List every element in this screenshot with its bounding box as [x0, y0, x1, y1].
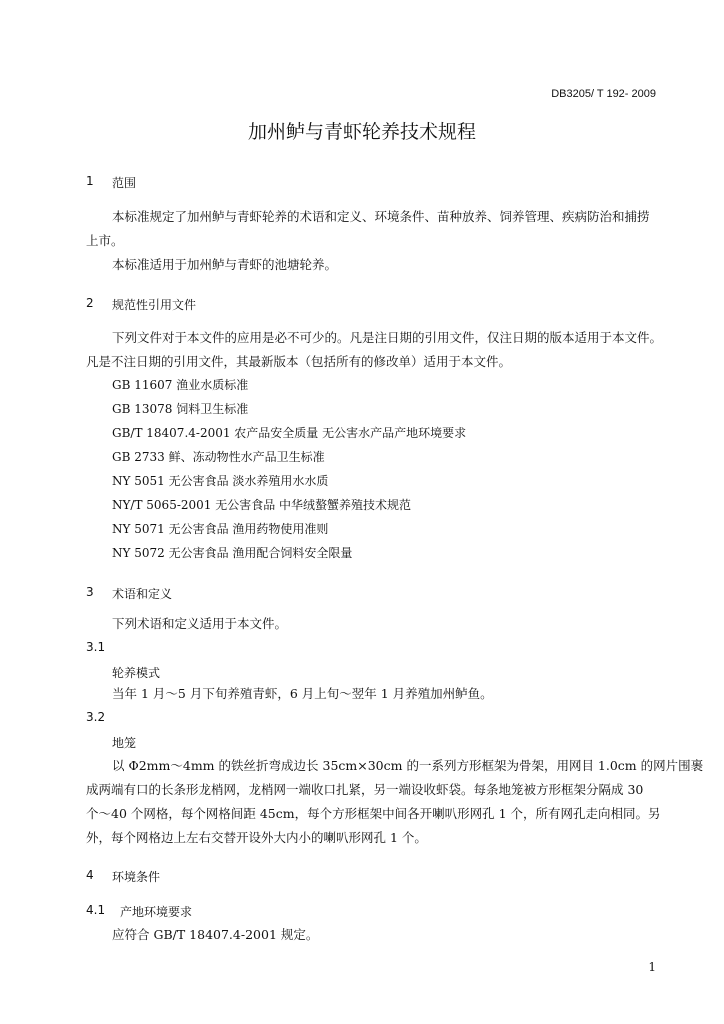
page-number: 1: [648, 960, 656, 974]
term-3-2-def-line1: 以 Φ2mm～4mm 的铁丝折弯成边长 35cm×30cm 的一系列方形框架为骨架，用网目 1.0cm 的网片围裹: [112, 758, 704, 773]
s2-intro-line1: 下列文件对于本文件的应用是必不可少的。凡是注日期的引用文件，仅注日期的版本适用于本文件。: [112, 330, 663, 345]
section-1-number: 1: [86, 174, 94, 188]
reference-item: GB/T 18407.4-2001 农产品安全质量 无公害水产品产地环境要求: [112, 426, 467, 440]
section-2-title: 规范性引用文件: [112, 298, 197, 312]
subsection-4-1-text: 应符合 GB/T 18407.4-2001 规定。: [112, 927, 319, 942]
s1-para2: 本标准适用于加州鲈与青虾的池塘轮养。: [112, 257, 338, 272]
standard-number: DB3205/ T 192- 2009: [551, 88, 656, 100]
reference-item: NY 5071 无公害食品 渔用药物使用准则: [112, 522, 329, 536]
reference-item: NY 5072 无公害食品 渔用配合饲料安全限量: [112, 546, 353, 560]
section-3-title: 术语和定义: [112, 587, 173, 601]
subsection-4-1-number: 4.1: [86, 903, 106, 917]
term-3-1-number: 3.1: [86, 640, 106, 654]
reference-item: GB 2733 鲜、冻动物性水产品卫生标准: [112, 450, 325, 464]
section-4-number: 4: [86, 868, 94, 882]
s1-para1-line1: 本标准规定了加州鲈与青虾轮养的术语和定义、环境条件、苗种放养、饲养管理、疾病防治和捕捞: [112, 209, 650, 224]
term-3-2-def-line2: 成两端有口的长条形龙梢网，龙梢网一端收口扎紧，另一端设收虾袋。每条地笼被方形框架分隔成 30: [86, 782, 644, 797]
subsection-4-1-title: 产地环境要求: [120, 905, 193, 919]
reference-item: NY/T 5065-2001 无公害食品 中华绒螯蟹养殖技术规范: [112, 498, 412, 512]
reference-item: GB 13078 饲料卫生标准: [112, 402, 249, 416]
section-3-number: 3: [86, 585, 94, 599]
s1-para1-line2: 上市。: [86, 233, 124, 248]
term-3-2-def-line4: 外，每个网格边上左右交替开设外大内小的喇叭形网孔 1 个。: [86, 830, 427, 845]
s3-intro: 下列术语和定义适用于本文件。: [112, 616, 288, 631]
term-3-2-name: 地笼: [112, 736, 137, 750]
reference-item: GB 11607 渔业水质标准: [112, 378, 249, 392]
document-title: 加州鲈与青虾轮养技术规程: [247, 121, 476, 143]
s2-intro-line2: 凡是不注日期的引用文件，其最新版本（包括所有的修改单）适用于本文件。: [86, 354, 512, 369]
section-4-title: 环境条件: [112, 870, 161, 884]
reference-item: NY 5051 无公害食品 淡水养殖用水水质: [112, 474, 329, 488]
section-2-number: 2: [86, 296, 94, 310]
term-3-1-name: 轮养模式: [112, 666, 161, 680]
term-3-2-number: 3.2: [86, 710, 106, 724]
term-3-2-def-line3: 个～40 个网格，每个网格间距 45cm，每个方形框架中间各开喇叭形网孔 1 个，所有网孔走向相同。另: [86, 806, 661, 821]
term-3-1-definition: 当年 1 月～5 月下旬养殖青虾，6 月上旬～翌年 1 月养殖加州鲈鱼。: [112, 686, 493, 701]
section-1-title: 范围: [112, 176, 137, 190]
